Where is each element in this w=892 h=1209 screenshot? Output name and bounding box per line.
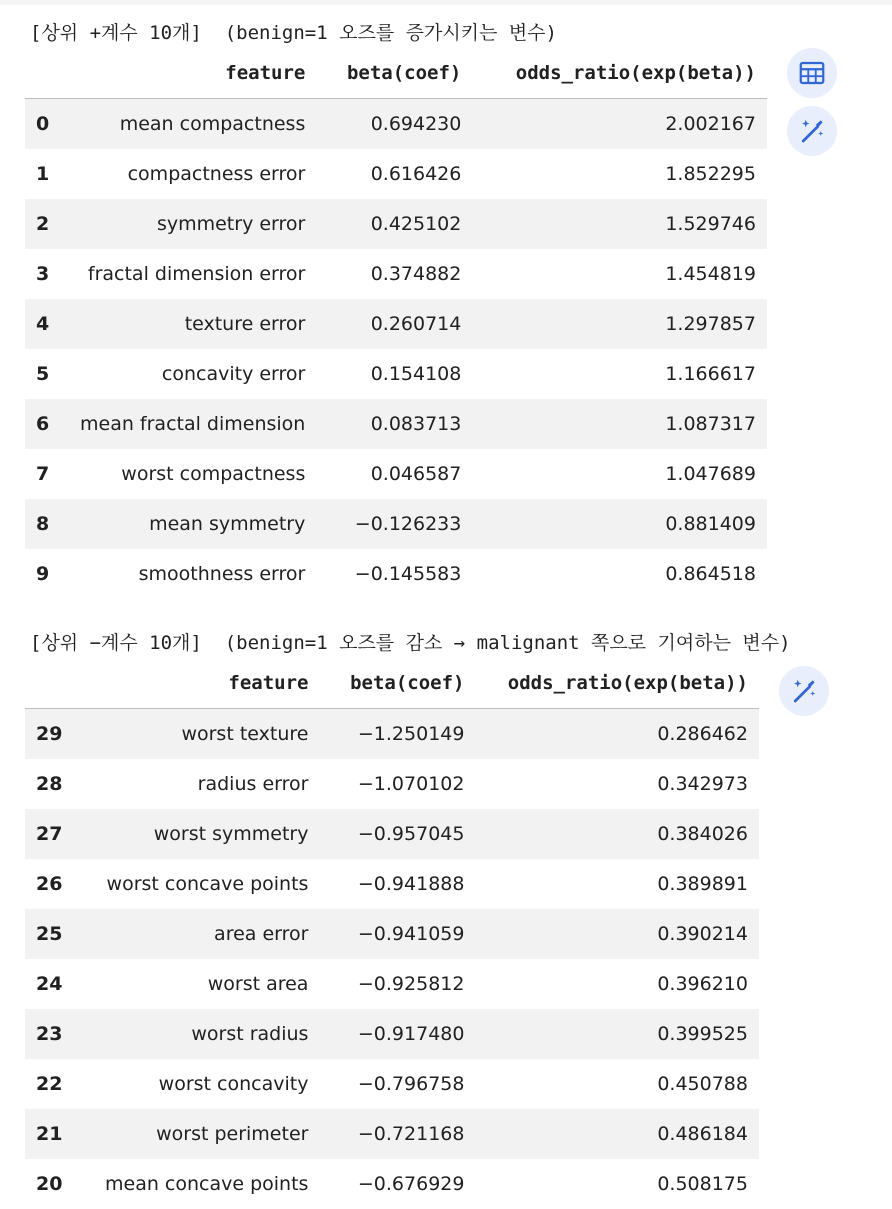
feature-cell: fractal dimension error xyxy=(87,263,306,285)
odds-ratio-cell: 0.450788 xyxy=(657,1073,748,1095)
row-index: 7 xyxy=(36,463,50,485)
beta-header: beta(coef) xyxy=(316,48,472,99)
table-row xyxy=(25,809,759,859)
table-row xyxy=(25,759,759,809)
odds-ratio-cell: 1.087317 xyxy=(665,413,756,435)
odds-header: odds_ratio(exp(beta)) xyxy=(475,658,759,709)
row-index: 1 xyxy=(36,163,50,185)
odds-ratio-cell: 0.881409 xyxy=(665,513,756,535)
table-row xyxy=(25,959,759,1009)
table2-caption: [상위 −계수 10개] (benign=1 오즈를 감소 → malignant 쪽으로 기여하는 변수) xyxy=(30,632,791,654)
odds-ratio-cell: 0.399525 xyxy=(657,1023,748,1045)
feature-cell: radius error xyxy=(197,773,309,795)
odds-ratio-cell: 0.508175 xyxy=(657,1173,748,1195)
table-header-row xyxy=(25,658,759,709)
row-index: 9 xyxy=(36,563,50,585)
table1-caption: [상위 +계수 10개] (benign=1 오즈를 증가시키는 변수) xyxy=(30,22,557,44)
table-header-row xyxy=(25,48,767,99)
row-index: 21 xyxy=(36,1123,63,1145)
odds-ratio-cell: 1.166617 xyxy=(665,363,756,385)
output-top-border xyxy=(0,0,892,5)
feature-header: feature xyxy=(73,658,319,709)
beta-cell: 0.616426 xyxy=(370,163,462,185)
beta-cell: −0.925812 xyxy=(357,973,465,995)
table-row xyxy=(25,859,759,909)
feature-cell: compactness error xyxy=(127,163,306,185)
magic-pen-icon xyxy=(797,116,827,146)
row-index: 27 xyxy=(36,823,63,845)
feature-cell: worst area xyxy=(207,973,309,995)
row-index: 28 xyxy=(36,773,63,795)
magic-pen-icon xyxy=(789,676,819,706)
odds-ratio-cell: 1.852295 xyxy=(665,163,756,185)
table-row xyxy=(25,909,759,959)
dataframe-negative xyxy=(25,658,759,1209)
odds-ratio-cell: 0.486184 xyxy=(657,1123,748,1145)
beta-cell: −0.957045 xyxy=(357,823,465,845)
beta-cell: −0.917480 xyxy=(357,1023,465,1045)
beta-cell: −0.721168 xyxy=(357,1123,465,1145)
row-index: 5 xyxy=(36,363,50,385)
beta-cell: −0.796758 xyxy=(357,1073,465,1095)
feature-cell: worst perimeter xyxy=(156,1123,309,1145)
row-index: 2 xyxy=(36,213,50,235)
table-row xyxy=(25,199,767,249)
row-index: 24 xyxy=(36,973,63,995)
beta-cell: −0.126233 xyxy=(354,513,462,535)
beta-cell: 0.694230 xyxy=(370,113,462,135)
table-row xyxy=(25,349,767,399)
feature-cell: area error xyxy=(214,923,309,945)
odds-ratio-cell: 0.384026 xyxy=(657,823,748,845)
beta-cell: −0.941888 xyxy=(357,873,465,895)
beta-cell: 0.154108 xyxy=(370,363,462,385)
table-row xyxy=(25,1159,759,1209)
row-index: 0 xyxy=(36,113,50,135)
table-row xyxy=(25,99,767,150)
table-icon xyxy=(797,58,827,88)
beta-cell: 0.083713 xyxy=(370,413,462,435)
odds-ratio-cell: 0.286462 xyxy=(657,723,748,745)
table-row xyxy=(25,249,767,299)
beta-cell: −0.676929 xyxy=(357,1173,465,1195)
table-row xyxy=(25,709,759,760)
beta-cell: 0.046587 xyxy=(370,463,462,485)
feature-cell: symmetry error xyxy=(156,213,306,235)
table-row xyxy=(25,549,767,599)
suggest-chart-button-2[interactable] xyxy=(779,666,829,716)
suggest-chart-button-1[interactable] xyxy=(787,106,837,156)
feature-cell: concavity error xyxy=(161,363,306,385)
index-header xyxy=(25,48,69,99)
feature-cell: worst concavity xyxy=(158,1073,309,1095)
table-row xyxy=(25,1109,759,1159)
row-index: 6 xyxy=(36,413,50,435)
odds-header: odds_ratio(exp(beta)) xyxy=(472,48,767,99)
beta-header: beta(coef) xyxy=(319,658,475,709)
row-index: 23 xyxy=(36,1023,63,1045)
table-row xyxy=(25,1009,759,1059)
table-row xyxy=(25,399,767,449)
row-index: 4 xyxy=(36,313,50,335)
odds-ratio-cell: 1.454819 xyxy=(665,263,756,285)
dataframe-positive xyxy=(25,48,767,599)
row-index: 8 xyxy=(36,513,50,535)
table-row xyxy=(25,499,767,549)
odds-ratio-cell: 0.864518 xyxy=(665,563,756,585)
odds-ratio-cell: 0.389891 xyxy=(657,873,748,895)
beta-cell: −0.145583 xyxy=(354,563,462,585)
row-index: 22 xyxy=(36,1073,63,1095)
odds-ratio-cell: 0.396210 xyxy=(657,973,748,995)
beta-cell: −1.070102 xyxy=(357,773,465,795)
beta-cell: 0.374882 xyxy=(370,263,462,285)
odds-ratio-cell: 1.047689 xyxy=(665,463,756,485)
feature-cell: mean fractal dimension xyxy=(80,413,306,435)
row-index: 29 xyxy=(36,723,63,745)
feature-cell: mean concave points xyxy=(105,1173,309,1195)
feature-cell: mean compactness xyxy=(119,113,306,135)
table-row xyxy=(25,149,767,199)
feature-cell: worst radius xyxy=(191,1023,309,1045)
feature-cell: worst symmetry xyxy=(153,823,309,845)
odds-ratio-cell: 0.342973 xyxy=(657,773,748,795)
table-row xyxy=(25,449,767,499)
row-index: 25 xyxy=(36,923,63,945)
odds-ratio-cell: 2.002167 xyxy=(665,113,756,135)
feature-cell: worst compactness xyxy=(121,463,306,485)
beta-cell: 0.425102 xyxy=(370,213,462,235)
row-index: 3 xyxy=(36,263,50,285)
feature-cell: texture error xyxy=(184,313,306,335)
table-row xyxy=(25,299,767,349)
feature-header: feature xyxy=(69,48,316,99)
row-index: 26 xyxy=(36,873,63,895)
convert-to-table-button[interactable] xyxy=(787,48,837,98)
feature-cell: worst concave points xyxy=(106,873,309,895)
odds-ratio-cell: 1.529746 xyxy=(665,213,756,235)
feature-cell: mean symmetry xyxy=(149,513,306,535)
beta-cell: −0.941059 xyxy=(357,923,465,945)
feature-cell: worst texture xyxy=(181,723,309,745)
feature-cell: smoothness error xyxy=(138,563,306,585)
index-header xyxy=(25,658,73,709)
beta-cell: 0.260714 xyxy=(370,313,462,335)
odds-ratio-cell: 0.390214 xyxy=(657,923,748,945)
row-index: 20 xyxy=(36,1173,63,1195)
beta-cell: −1.250149 xyxy=(357,723,465,745)
odds-ratio-cell: 1.297857 xyxy=(665,313,756,335)
table-row xyxy=(25,1059,759,1109)
